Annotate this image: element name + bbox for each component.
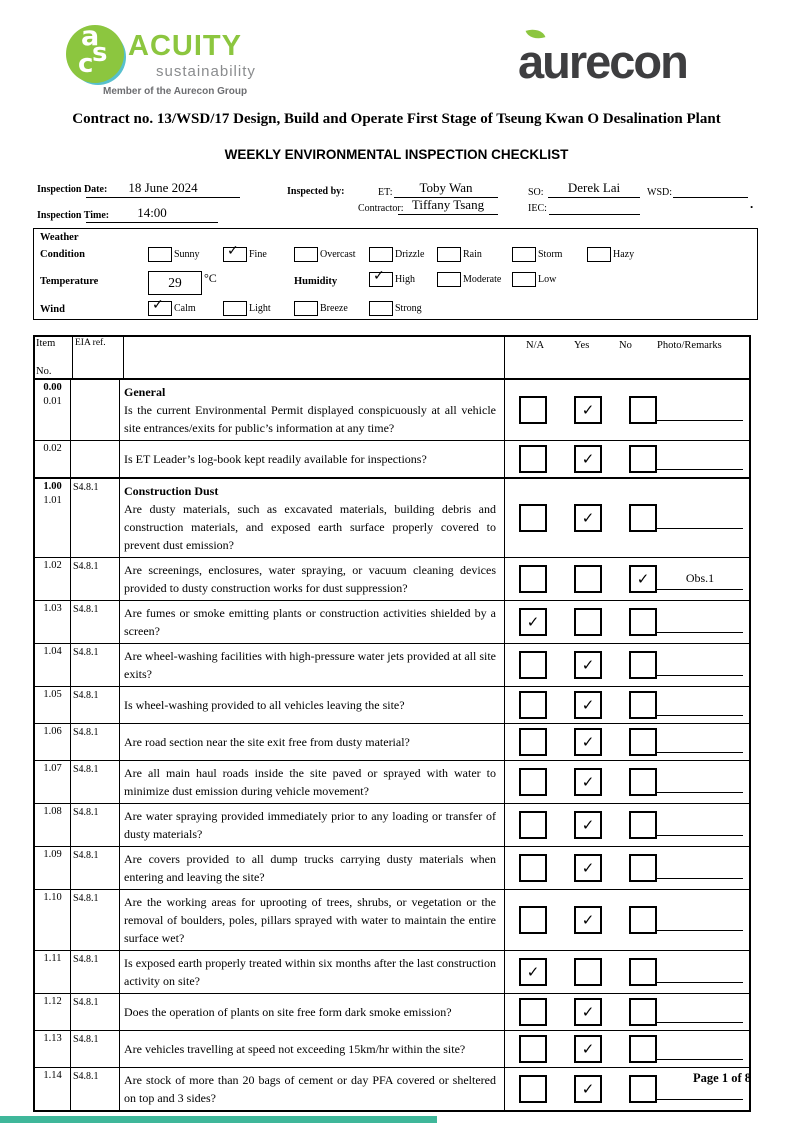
question-cell <box>120 994 505 1030</box>
weather-option-label: Sunny <box>174 249 200 260</box>
contract-title: Contract no. 13/WSD/17 Design, Build and Operate First Stage of Tseung Kwan O Desalination Plant <box>72 111 721 127</box>
item-no: 0.02 <box>43 443 62 454</box>
table-body <box>35 380 749 1110</box>
weather-box <box>33 228 758 320</box>
weather-option-label: Breeze <box>320 303 348 314</box>
no-checkbox[interactable] <box>629 651 657 679</box>
na-header: N/A <box>526 340 545 351</box>
yes-checkbox[interactable]: ✓ <box>574 906 602 934</box>
no-checkbox[interactable] <box>629 811 657 839</box>
weather-option[interactable] <box>148 247 200 262</box>
eia-ref-cell: S4.8.1 <box>71 761 120 803</box>
eia-ref-cell <box>71 380 120 440</box>
weather-option[interactable] <box>148 297 196 316</box>
question-text: Is the current Environmental Permit displayed conspicuously at all vehicle site entrances/exits for public’s information at any time? <box>124 403 496 435</box>
answers-cell <box>505 951 749 993</box>
item-no: 1.14 <box>43 1070 62 1081</box>
item-no-cell <box>35 644 71 686</box>
acuity-logo-tagline: Member of the Aurecon Group <box>103 86 248 97</box>
yes-checkbox[interactable] <box>574 958 602 986</box>
weather-option-label: Strong <box>395 303 422 314</box>
no-checkbox[interactable]: ✓ <box>629 565 657 593</box>
na-checkbox[interactable] <box>519 445 547 473</box>
weather-option[interactable] <box>294 301 348 316</box>
et-label: ET: <box>378 187 393 198</box>
na-checkbox[interactable] <box>519 768 547 796</box>
no-checkbox[interactable] <box>629 691 657 719</box>
remarks-line[interactable] <box>657 1002 743 1023</box>
eia-ref-cell: S4.8.1 <box>71 687 120 723</box>
answers-cell <box>505 890 749 950</box>
weather-checkbox[interactable] <box>223 243 247 262</box>
question-text: Are covers provided to all dump trucks carrying dusty materials when entering and leaving the site? <box>124 852 496 884</box>
weather-option[interactable] <box>512 272 556 287</box>
page-number: Page 1 of 8 <box>693 1071 751 1085</box>
form-title: WEEKLY ENVIRONMENTAL INSPECTION CHECKLIST <box>224 147 569 162</box>
weather-option-label: Light <box>249 303 271 314</box>
answers-cell <box>505 558 749 600</box>
yes-checkbox[interactable]: ✓ <box>574 691 602 719</box>
table-row <box>35 950 749 993</box>
condition-label: Condition <box>40 249 85 260</box>
item-sub-no: 0.01 <box>43 396 62 407</box>
weather-option-label: Fine <box>249 249 267 260</box>
answers-cell <box>505 380 749 440</box>
item-no: 1.04 <box>43 646 62 657</box>
eia-ref-cell: S4.8.1 <box>71 804 120 846</box>
table-row <box>35 889 749 950</box>
no-checkbox[interactable] <box>629 958 657 986</box>
yes-checkbox[interactable]: ✓ <box>574 728 602 756</box>
na-checkbox[interactable] <box>519 1075 547 1103</box>
item-no-cell <box>35 761 71 803</box>
bottom-progress-bar <box>0 1116 437 1123</box>
weather-option[interactable] <box>223 243 267 262</box>
remarks-line[interactable] <box>657 1039 743 1060</box>
item-no-cell <box>35 994 71 1030</box>
item-no-cell <box>35 1031 71 1067</box>
inspection-time-label: Inspection Time: <box>37 210 110 221</box>
weather-option-label: Calm <box>174 303 196 314</box>
item-no: 1.05 <box>43 689 62 700</box>
no-checkbox[interactable] <box>629 728 657 756</box>
na-checkbox[interactable] <box>519 1035 547 1063</box>
iec-label: IEC: <box>528 203 547 214</box>
table-row <box>35 803 749 846</box>
stray-period: . <box>750 196 754 211</box>
item-no-header <box>35 337 73 378</box>
item-no-cell <box>35 1068 71 1110</box>
weather-checkbox[interactable] <box>369 247 393 262</box>
eia-ref-cell: S4.8.1 <box>71 1068 120 1110</box>
remarks-line[interactable] <box>657 815 743 836</box>
section-heading: General <box>124 385 166 399</box>
checkmark-icon: ✓ <box>373 268 385 284</box>
remarks-line[interactable] <box>657 612 743 633</box>
na-checkbox[interactable] <box>519 854 547 882</box>
na-checkbox[interactable] <box>519 811 547 839</box>
answers-cell <box>505 687 749 723</box>
yes-checkbox[interactable]: ✓ <box>574 1075 602 1103</box>
answers-cell <box>505 1031 749 1067</box>
table-row <box>35 846 749 889</box>
question-text: Are the working areas for uprooting of trees, shrubs, or vegetation or the removal of boulders, poles, pillars sprayed with water to maintain the entire surface wet? <box>124 895 496 945</box>
question-cell <box>120 890 505 950</box>
eia-ref-cell: S4.8.1 <box>71 644 120 686</box>
acuity-logo-name: ACUITY <box>128 30 242 62</box>
yes-checkbox[interactable]: ✓ <box>574 998 602 1026</box>
remarks-line[interactable] <box>657 910 743 931</box>
no-checkbox[interactable] <box>629 906 657 934</box>
inspection-date-label: Inspection Date: <box>37 184 108 195</box>
question-text: Are road section near the site exit free from dusty material? <box>124 735 410 749</box>
yes-checkbox[interactable]: ✓ <box>574 396 602 424</box>
weather-option[interactable] <box>294 247 356 262</box>
question-cell <box>120 380 505 440</box>
item-header-line1: Item <box>36 338 56 349</box>
temperature-unit: °C <box>204 271 217 285</box>
no-checkbox[interactable] <box>629 504 657 532</box>
weather-option-label: Low <box>538 274 557 285</box>
item-no: 0.00 <box>43 382 62 393</box>
yes-checkbox[interactable]: ✓ <box>574 1035 602 1063</box>
na-checkbox[interactable] <box>519 906 547 934</box>
na-checkbox[interactable] <box>519 651 547 679</box>
item-no: 1.09 <box>43 849 62 860</box>
checkmark-icon: ✓ <box>152 297 164 313</box>
answers-header <box>505 337 749 378</box>
question-header <box>124 337 505 378</box>
acuity-monogram-c: c <box>78 49 94 79</box>
weather-option[interactable] <box>223 301 271 316</box>
answers-cell <box>505 644 749 686</box>
aurecon-wordmark: aurecon <box>518 35 687 88</box>
weather-checkbox[interactable] <box>369 268 393 287</box>
question-cell <box>120 558 505 600</box>
remarks-line[interactable] <box>657 772 743 793</box>
item-no: 1.06 <box>43 726 62 737</box>
no-checkbox[interactable] <box>629 854 657 882</box>
question-text: Are dusty materials, such as excavated materials, building debris and construction materials, and exposed earth surface properly covered to prevent dust emission? <box>124 502 496 552</box>
question-text: Are wheel-washing facilities with high-pressure water jets provided at all site exits? <box>124 649 496 681</box>
weather-checkbox[interactable] <box>223 301 247 316</box>
question-cell <box>120 687 505 723</box>
question-text: Are water spraying provided immediately prior to any loading or transfer of dusty materials? <box>124 809 496 841</box>
na-checkbox[interactable] <box>519 504 547 532</box>
yes-checkbox[interactable]: ✓ <box>574 854 602 882</box>
question-text: Is ET Leader’s log-book kept readily available for inspections? <box>124 452 427 466</box>
no-checkbox[interactable] <box>629 396 657 424</box>
question-cell <box>120 847 505 889</box>
table-row <box>35 440 749 477</box>
item-no: 1.02 <box>43 560 62 571</box>
yes-checkbox[interactable]: ✓ <box>574 651 602 679</box>
contractor-label: Contractor: <box>358 203 404 214</box>
item-no-cell <box>35 804 71 846</box>
acuity-logo-icon <box>66 21 124 83</box>
item-no: 1.03 <box>43 603 62 614</box>
weather-option[interactable] <box>587 247 634 262</box>
temperature-label: Temperature <box>40 276 99 287</box>
question-cell <box>120 479 505 557</box>
weather-option[interactable] <box>437 247 482 262</box>
remarks-line[interactable] <box>657 449 743 470</box>
eia-ref-cell: S4.8.1 <box>71 1031 120 1067</box>
table-row <box>35 1030 749 1067</box>
weather-option-label: High <box>395 274 415 285</box>
na-checkbox[interactable]: ✓ <box>519 608 547 636</box>
item-no-cell <box>35 441 71 477</box>
question-cell <box>120 724 505 760</box>
answers-cell <box>505 847 749 889</box>
item-no-cell <box>35 890 71 950</box>
weather-checkbox[interactable] <box>294 247 318 262</box>
remarks-line[interactable] <box>657 732 743 753</box>
no-header: No <box>619 340 632 351</box>
answers-cell <box>505 601 749 643</box>
item-sub-no: 1.01 <box>43 495 62 506</box>
na-checkbox[interactable] <box>519 728 547 756</box>
checklist-table <box>33 335 751 1112</box>
question-text: Are screenings, enclosures, water spraying, or vacuum cleaning devices provided to dusty construction works for dust suppression? <box>124 563 496 595</box>
item-no: 1.10 <box>43 892 62 903</box>
yes-checkbox[interactable]: ✓ <box>574 504 602 532</box>
contractor-field[interactable]: Tiffany Tsang <box>398 196 498 215</box>
weather-option[interactable] <box>512 247 562 262</box>
weather-checkbox[interactable] <box>148 297 172 316</box>
question-cell <box>120 1068 505 1110</box>
weather-checkbox[interactable] <box>294 301 318 316</box>
table-row <box>35 1067 749 1110</box>
item-no-cell <box>35 951 71 993</box>
na-checkbox[interactable] <box>519 565 547 593</box>
table-row <box>35 380 749 440</box>
question-cell <box>120 441 505 477</box>
yes-checkbox[interactable]: ✓ <box>574 811 602 839</box>
table-row <box>35 557 749 600</box>
eia-ref-cell: S4.8.1 <box>71 601 120 643</box>
eia-ref-cell <box>71 441 120 477</box>
weather-option-label: Drizzle <box>395 249 425 260</box>
eia-ref-cell: S4.8.1 <box>71 890 120 950</box>
no-checkbox[interactable] <box>629 768 657 796</box>
weather-option-label: Rain <box>463 249 482 260</box>
weather-checkbox[interactable] <box>437 272 461 287</box>
answers-cell <box>505 761 749 803</box>
item-no-cell <box>35 479 71 557</box>
table-row <box>35 600 749 643</box>
item-header-line2: No. <box>36 366 52 377</box>
item-no: 1.13 <box>43 1033 62 1044</box>
remarks-line[interactable] <box>657 400 743 421</box>
weather-option[interactable] <box>369 268 415 287</box>
na-checkbox[interactable] <box>519 396 547 424</box>
item-no-cell <box>35 380 71 440</box>
inspection-time-field[interactable]: 14:00 <box>86 204 218 223</box>
weather-checkbox[interactable] <box>587 247 611 262</box>
question-text: Are all main haul roads inside the site paved or sprayed with water to minimize dust emission during vehicle movement? <box>124 766 496 798</box>
acuity-monogram-a: a <box>81 21 100 52</box>
weather-option-label: Overcast <box>320 249 356 260</box>
answers-cell <box>505 479 749 557</box>
weather-title: Weather <box>40 232 79 243</box>
table-header <box>35 337 749 380</box>
weather-option-label: Moderate <box>463 274 502 285</box>
wsd-field[interactable] <box>673 179 748 198</box>
so-label: SO: <box>528 187 544 198</box>
question-cell <box>120 951 505 993</box>
inspection-date-field[interactable]: 18 June 2024 <box>86 179 240 198</box>
question-cell <box>120 644 505 686</box>
wind-label: Wind <box>40 304 65 315</box>
item-no: 1.07 <box>43 763 62 774</box>
weather-option[interactable] <box>369 247 424 262</box>
remarks-line[interactable]: Obs.1 <box>657 569 743 590</box>
yes-checkbox[interactable] <box>574 565 602 593</box>
item-no-cell <box>35 687 71 723</box>
yes-checkbox[interactable]: ✓ <box>574 445 602 473</box>
na-checkbox[interactable]: ✓ <box>519 958 547 986</box>
weather-checkbox[interactable] <box>369 301 393 316</box>
item-no: 1.08 <box>43 806 62 817</box>
aurecon-logo <box>518 28 687 88</box>
weather-checkbox[interactable] <box>512 272 536 287</box>
na-checkbox[interactable] <box>519 691 547 719</box>
temperature-field[interactable]: 29 <box>148 271 202 295</box>
eia-ref-cell: S4.8.1 <box>71 951 120 993</box>
question-text: Does the operation of plants on site free form dark smoke emission? <box>124 1005 452 1019</box>
item-no-cell <box>35 847 71 889</box>
answers-cell <box>505 804 749 846</box>
remarks-line[interactable] <box>657 695 743 716</box>
remarks-line[interactable] <box>657 962 743 983</box>
question-text: Are stock of more than 20 bags of cement or day PFA covered or sheltered on top and 3 sides? <box>124 1073 496 1105</box>
table-row <box>35 686 749 723</box>
question-text: Are vehicles travelling at speed not exceeding 15km/hr within the site? <box>124 1042 466 1056</box>
no-checkbox[interactable] <box>629 445 657 473</box>
answers-cell <box>505 441 749 477</box>
no-checkbox[interactable] <box>629 608 657 636</box>
table-row <box>35 643 749 686</box>
yes-checkbox[interactable]: ✓ <box>574 768 602 796</box>
question-text: Are fumes or smoke emitting plants or construction activities shielded by a screen? <box>124 606 496 638</box>
eia-ref-cell: S4.8.1 <box>71 724 120 760</box>
answers-cell <box>505 724 749 760</box>
table-row <box>35 723 749 760</box>
table-row <box>35 760 749 803</box>
photo-remarks-header: Photo/Remarks <box>657 340 722 351</box>
eia-ref-cell: S4.8.1 <box>71 558 120 600</box>
yes-header: Yes <box>574 340 590 351</box>
weather-checkbox[interactable] <box>437 247 461 262</box>
item-no-cell <box>35 724 71 760</box>
remarks-line[interactable] <box>657 655 743 676</box>
no-checkbox[interactable] <box>629 1035 657 1063</box>
no-checkbox[interactable] <box>629 1075 657 1103</box>
weather-checkbox[interactable] <box>512 247 536 262</box>
eia-ref-header: EIA ref. <box>73 337 124 378</box>
acuity-logo-subname: sustainability <box>156 63 256 80</box>
yes-checkbox[interactable] <box>574 608 602 636</box>
weather-checkbox[interactable] <box>148 247 172 262</box>
eia-ref-cell: S4.8.1 <box>71 994 120 1030</box>
et-field[interactable]: Toby Wan <box>394 179 498 198</box>
item-no-cell <box>35 601 71 643</box>
question-text: Is wheel-washing provided to all vehicles leaving the site? <box>124 698 405 712</box>
answers-cell <box>505 994 749 1030</box>
weather-option-label: Hazy <box>613 249 635 260</box>
question-text: Is exposed earth properly treated within six months after the last construction activity on site? <box>124 956 496 988</box>
item-no: 1.12 <box>43 996 62 1007</box>
so-field[interactable]: Derek Lai <box>548 179 640 198</box>
item-no: 1.11 <box>43 953 62 964</box>
question-cell <box>120 601 505 643</box>
iec-field[interactable] <box>549 196 640 215</box>
item-no: 1.00 <box>43 481 62 492</box>
question-cell <box>120 761 505 803</box>
inspected-by-label: Inspected by: <box>287 186 345 197</box>
question-cell <box>120 804 505 846</box>
question-cell <box>120 1031 505 1067</box>
item-no-cell <box>35 558 71 600</box>
acuity-monogram-s: s <box>92 38 108 68</box>
eia-ref-cell: S4.8.1 <box>71 847 120 889</box>
na-checkbox[interactable] <box>519 998 547 1026</box>
weather-option-label: Storm <box>538 249 563 260</box>
no-checkbox[interactable] <box>629 998 657 1026</box>
remarks-line[interactable] <box>657 508 743 529</box>
table-row <box>35 993 749 1030</box>
weather-option[interactable] <box>369 301 422 316</box>
eia-ref-cell: S4.8.1 <box>71 479 120 557</box>
checkmark-icon: ✓ <box>227 243 239 259</box>
section-heading: Construction Dust <box>124 484 219 498</box>
remarks-line[interactable] <box>657 858 743 879</box>
weather-option[interactable] <box>437 272 501 287</box>
table-row <box>35 477 749 557</box>
wsd-label: WSD: <box>647 187 672 198</box>
humidity-label: Humidity <box>294 276 338 287</box>
